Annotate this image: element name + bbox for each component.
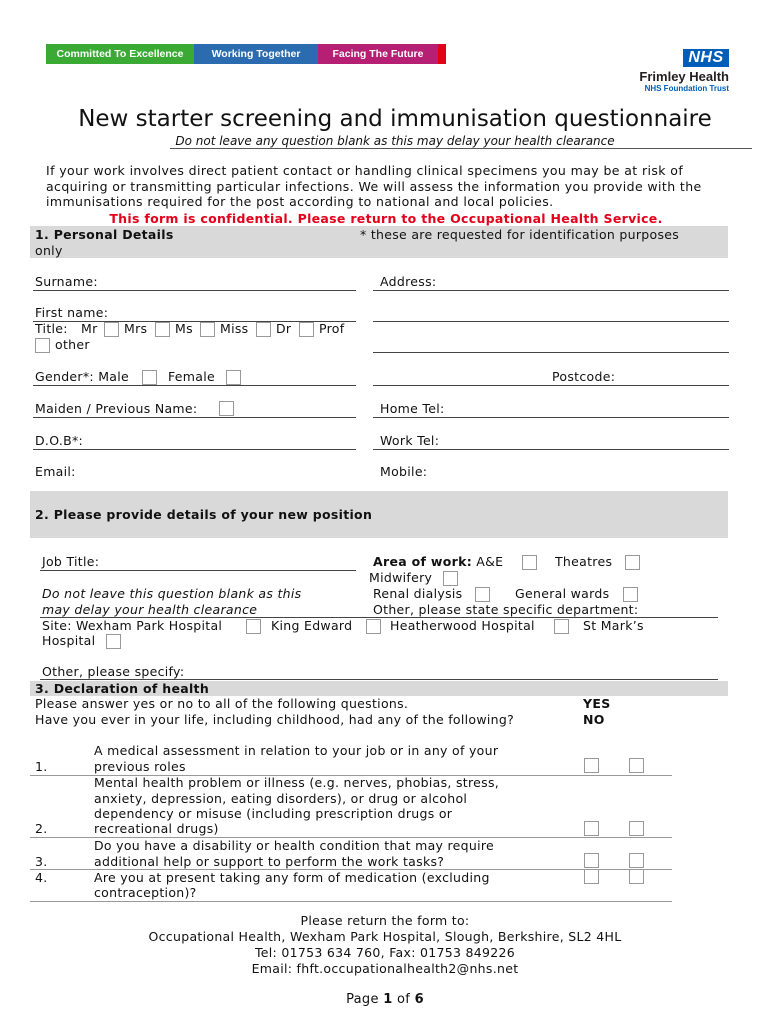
postcode-field[interactable] (373, 385, 729, 386)
section3-heading: 3. Declaration of health (35, 681, 210, 696)
section3-instruction2: Have you ever in your life, including childhood, had any of the following? (35, 712, 515, 727)
footer-email: Email: fhft.occupationalhealth2@nhs.net (251, 961, 519, 976)
question-number: 3. (35, 854, 48, 869)
home-tel-label: Home Tel: (380, 401, 445, 416)
title-dr-checkbox[interactable] (299, 322, 314, 337)
banner-item-excellence: Committed To Excellence (46, 44, 194, 64)
postcode-label: Postcode: (552, 369, 616, 384)
area-midwifery-label: Midwifery (369, 570, 433, 585)
title-ms-label: Ms (175, 321, 193, 336)
area-general-wards-checkbox[interactable] (623, 587, 638, 602)
question-text-line: additional help or support to perform the work tasks? (94, 854, 445, 869)
question-number: 1. (35, 759, 48, 774)
of-word: of (396, 992, 411, 1007)
logo-organisation: Frimley Health (639, 69, 729, 84)
section2-heading: 2. Please provide details of your new position (35, 507, 373, 522)
page-indicator (0, 992, 770, 1007)
title-mrs-label: Mrs (124, 321, 148, 336)
footer-address: Occupational Health, Wexham Park Hospital, Slough, Berkshire, SL2 4HL (148, 929, 622, 944)
subtitle-rule (170, 148, 752, 149)
area-ae-label: A&E (476, 554, 504, 569)
gender-line (33, 385, 356, 386)
surname-field[interactable] (33, 290, 356, 291)
title-miss-checkbox[interactable] (256, 322, 271, 337)
address-field-line2[interactable] (373, 321, 729, 322)
q4-no-checkbox[interactable] (629, 869, 644, 884)
title-other-label: other (55, 337, 90, 352)
position-note-line1: Do not leave this question blank as this (42, 586, 302, 601)
question-text-line: A medical assessment in relation to your job or in any of your (94, 743, 499, 758)
site-king-edward-checkbox[interactable] (366, 619, 381, 634)
page-number: 1 (383, 992, 393, 1007)
work-tel-field[interactable] (373, 449, 729, 450)
site-wexham-label: Site: Wexham Park Hospital (42, 618, 223, 633)
site-wexham-checkbox[interactable] (246, 619, 261, 634)
title-ms-checkbox[interactable] (200, 322, 215, 337)
page-title: New starter screening and immunisation questionnaire (78, 106, 712, 132)
footer-phone: Tel: 01753 634 760, Fax: 01753 849226 (254, 945, 516, 960)
section3-instruction1: Please answer yes or no to all of the following questions. (35, 696, 409, 711)
q1-yes-checkbox[interactable] (584, 758, 599, 773)
question-number: 2. (35, 821, 48, 836)
gender-male-checkbox[interactable] (142, 370, 157, 385)
question-text-line: previous roles (94, 759, 186, 774)
title-mr-checkbox[interactable] (104, 322, 119, 337)
title-dr-label: Dr (276, 321, 292, 336)
area-theatres-checkbox[interactable] (625, 555, 640, 570)
section1-note: * these are requested for identification purposes (360, 227, 680, 242)
q1-no-checkbox[interactable] (629, 758, 644, 773)
title-other-checkbox[interactable] (35, 338, 50, 353)
site-king-edward-label: King Edward (271, 618, 353, 633)
maiden-name-label: Maiden / Previous Name: (35, 401, 198, 416)
site-heatherwood-checkbox[interactable] (554, 619, 569, 634)
area-of-work-row (373, 554, 503, 569)
section1-note-continued: only (35, 243, 63, 258)
gender-label: Gender*: Male (35, 369, 130, 384)
page-word: Page (346, 992, 379, 1007)
q3-no-checkbox[interactable] (629, 853, 644, 868)
section1-heading: 1. Personal Details (35, 227, 174, 242)
q2-no-checkbox[interactable] (629, 821, 644, 836)
gender-female-label: Female (168, 369, 215, 384)
work-tel-label: Work Tel: (380, 433, 440, 448)
question-number: 4. (35, 870, 48, 885)
position-note-line2: may delay your health clearance (42, 602, 258, 617)
no-column-header: NO (583, 712, 605, 727)
site-other-field[interactable] (40, 679, 718, 680)
maiden-name-field[interactable] (33, 417, 356, 418)
title-mr-label: Mr (81, 321, 98, 336)
page-subtitle: Do not leave any question blank as this may delay your health clearance (175, 134, 615, 148)
footer-return-label: Please return the form to: (300, 913, 470, 928)
dob-field[interactable] (33, 449, 356, 450)
logo-trust: NHS Foundation Trust (644, 84, 729, 93)
intro-text: If your work involves direct patient contact or handling clinical specimens you may be at risk of acquiring or transmitting particular infections. We will assess the information you provide with the immunisations required for the post according to national and local policies. (46, 163, 702, 209)
question-text-line: recreational drugs) (94, 821, 219, 836)
nhs-logo: NHS (683, 49, 729, 67)
yes-column-header: YES (583, 696, 611, 711)
banner-red-tail (438, 44, 446, 64)
address-label: Address: (380, 274, 437, 289)
gender-female-checkbox[interactable] (226, 370, 241, 385)
area-renal-checkbox[interactable] (475, 587, 490, 602)
surname-label: Surname: (35, 274, 98, 289)
home-tel-field[interactable] (373, 417, 729, 418)
question-text-line: contraception)? (94, 885, 197, 900)
first-name-label: First name: (35, 305, 109, 320)
title-mrs-checkbox[interactable] (155, 322, 170, 337)
job-title-field[interactable] (40, 570, 356, 571)
area-theatres-label: Theatres (555, 554, 613, 569)
q2-yes-checkbox[interactable] (584, 821, 599, 836)
question-text-line: dependency or misuse (including prescription drugs or (94, 806, 453, 821)
q3-yes-checkbox[interactable] (584, 853, 599, 868)
site-heatherwood-label: Heatherwood Hospital (390, 618, 535, 633)
page-total: 6 (414, 992, 424, 1007)
area-midwifery-checkbox[interactable] (443, 571, 458, 586)
address-field-line3[interactable] (373, 352, 729, 353)
area-ae-checkbox[interactable] (522, 555, 537, 570)
dob-label: D.O.B*: (35, 433, 84, 448)
question-divider (30, 901, 672, 902)
area-of-work-label: Area of work: (373, 554, 472, 569)
question-text-line: Do you have a disability or health condition that may require (94, 838, 495, 853)
site-st-marks-label: St Mark’s (583, 618, 644, 633)
q4-yes-checkbox[interactable] (584, 869, 599, 884)
title-prof-label: Prof (319, 321, 345, 336)
site-hospital-label: Hospital (42, 633, 96, 648)
address-field-line1[interactable] (373, 290, 729, 291)
banner-item-together: Working Together (194, 44, 318, 64)
job-title-label: Job Title: (42, 554, 100, 569)
area-general-wards-label: General wards (515, 586, 610, 601)
maiden-name-checkbox[interactable] (219, 401, 234, 416)
title-label: Title: (35, 321, 68, 336)
confidential-notice: This form is confidential. Please return to the Occupational Health Service. (109, 211, 663, 226)
site-st-marks-checkbox[interactable] (106, 634, 121, 649)
site-other-label: Other, please specify: (42, 664, 185, 679)
values-banner (46, 44, 446, 64)
area-renal-label: Renal dialysis (373, 586, 463, 601)
title-miss-label: Miss (220, 321, 249, 336)
mobile-label: Mobile: (380, 464, 428, 479)
area-other-dept-label: Other, please state specific department: (373, 602, 639, 617)
question-text-line: anxiety, depression, eating disorders), or drug or alcohol (94, 791, 468, 806)
banner-item-future: Facing The Future (318, 44, 438, 64)
question-text-line: Are you at present taking any form of medication (excluding (94, 870, 490, 885)
email-label: Email: (35, 464, 76, 479)
question-text-line: Mental health problem or illness (e.g. nerves, phobias, stress, (94, 775, 500, 790)
